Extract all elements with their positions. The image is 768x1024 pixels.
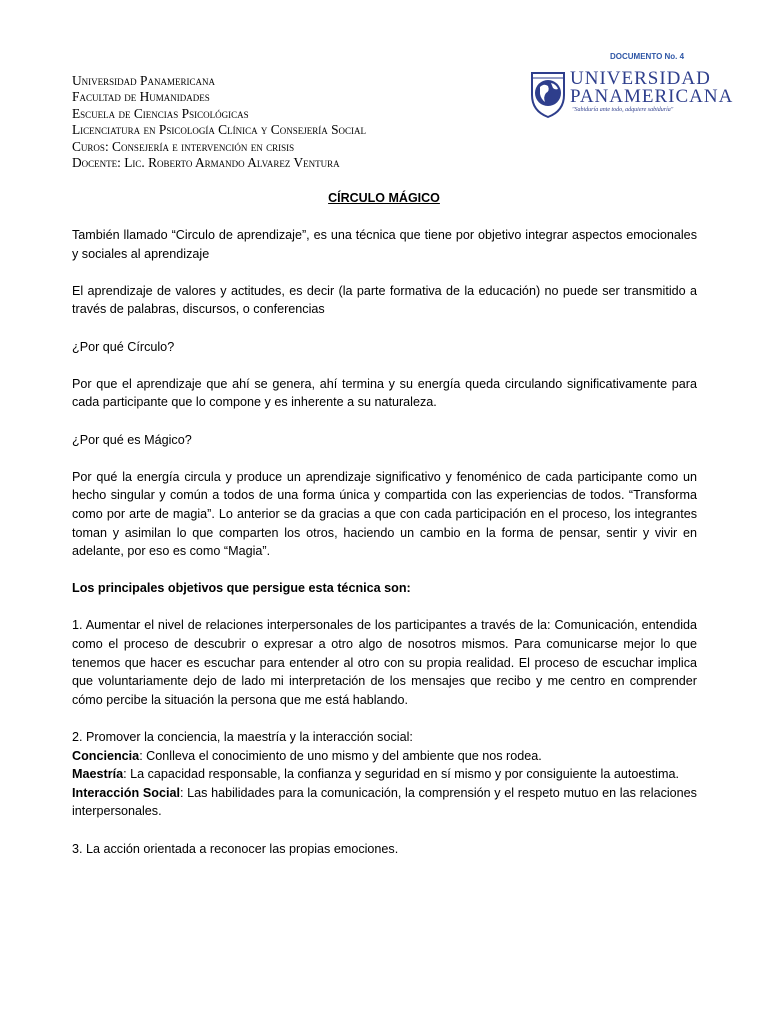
globe-shield-icon xyxy=(528,69,568,119)
university-logo xyxy=(528,67,734,121)
values-paragraph: El aprendizaje de valores y actitudes, es decir (la parte formativa de la educación) no puede ser transmitido a través de palabras, discursos, o conferencias xyxy=(72,283,697,317)
conciencia-definition xyxy=(72,747,697,766)
document-body xyxy=(72,226,697,877)
logo-text-line1: UNIVERSIDAD xyxy=(570,68,711,89)
degree-name: Licenciatura en Psicología Clínica y Consejería Social xyxy=(72,122,367,138)
objective-1: 1. Aumentar el nivel de relaciones interpersonales de los participantes a través de la: Comunicación, entendida como el proceso de descubrir o expresar a otro algo de nosotros mismos. Para comunicarse mejor lo que tenemos que hacer es escuchar para entender al otro con su propia realidad. El proceso de escuchar implica que voluntariamente dejo de lado mi interpretación de los mensajes que recibo y me centro en comprender cómo percibe la situación la persona que me está hablando. xyxy=(72,618,697,707)
question-circle: ¿Por qué Círculo? xyxy=(72,339,175,354)
objective-3: 3. La acción orientada a reconocer las propias emociones. xyxy=(72,841,399,856)
document-number-label: DOCUMENTO No. 4 xyxy=(610,52,685,61)
maestria-term: Maestría xyxy=(72,767,124,782)
conciencia-text: : Conlleva el conocimiento de uno mismo y del ambiente que nos rodea. xyxy=(139,748,542,763)
question-magic: ¿Por qué es Mágico? xyxy=(72,432,192,447)
logo-text-line2: PANAMERICANA xyxy=(570,86,734,107)
maestria-text: : La capacidad responsable, la confianza y seguridad en sí mismo y por consiguiente la autoestima. xyxy=(123,767,679,782)
interaccion-definition xyxy=(72,784,697,821)
teacher-name: Docente: Lic. Roberto Armando Alvarez Ventura xyxy=(72,155,340,171)
conciencia-term: Conciencia xyxy=(72,748,140,763)
document-title: CÍRCULO MÁGICO xyxy=(328,191,440,205)
school-name: Escuela de Ciencias Psicológicas xyxy=(72,105,249,121)
interaccion-term: Interacción Social xyxy=(72,785,180,800)
circle-answer-paragraph: Por que el aprendizaje que ahí se genera, ahí termina y su energía queda circulando significativamente para cada participante que lo compone y es inherente a su naturaleza. xyxy=(72,376,697,410)
maestria-definition xyxy=(72,765,697,784)
document-header xyxy=(72,73,366,171)
course-name: Curos: Consejería e intervención en crisis xyxy=(72,138,295,154)
faculty-name: Facultad de Humanidades xyxy=(72,89,210,105)
objective-2: 2. Promover la conciencia, la maestría y la interacción social: xyxy=(72,730,413,745)
objectives-heading: Los principales objetivos que persigue esta técnica son: xyxy=(72,581,411,596)
logo-motto: "Sabiduría ante todo, adquiere sabiduría" xyxy=(572,107,674,113)
intro-paragraph: También llamado “Circulo de aprendizaje”, es una técnica que tiene por objetivo integrar aspectos emocionales y sociales al aprendizaje xyxy=(72,228,697,261)
interaccion-text: : Las habilidades para la comunicación, la comprensión y el respeto mutuo en las relaciones interpersonales. xyxy=(72,785,697,819)
university-name: Universidad Panamericana xyxy=(72,73,215,88)
magic-answer-paragraph: Por qué la energía circula y produce un aprendizaje significativo y fenoménico de cada participante como un hecho singular y común a todos de una forma única y compartida con las experiencias de todos. “Transforma como por arte de magia”. Lo anterior se da gracias a que con cada participación en el proceso, los integrantes toman y asimilan lo que comparten los otros, haciendo un cambio en la forma de pensar, sentir y vivir en adelante, por eso es como “Magia”. xyxy=(72,469,697,559)
